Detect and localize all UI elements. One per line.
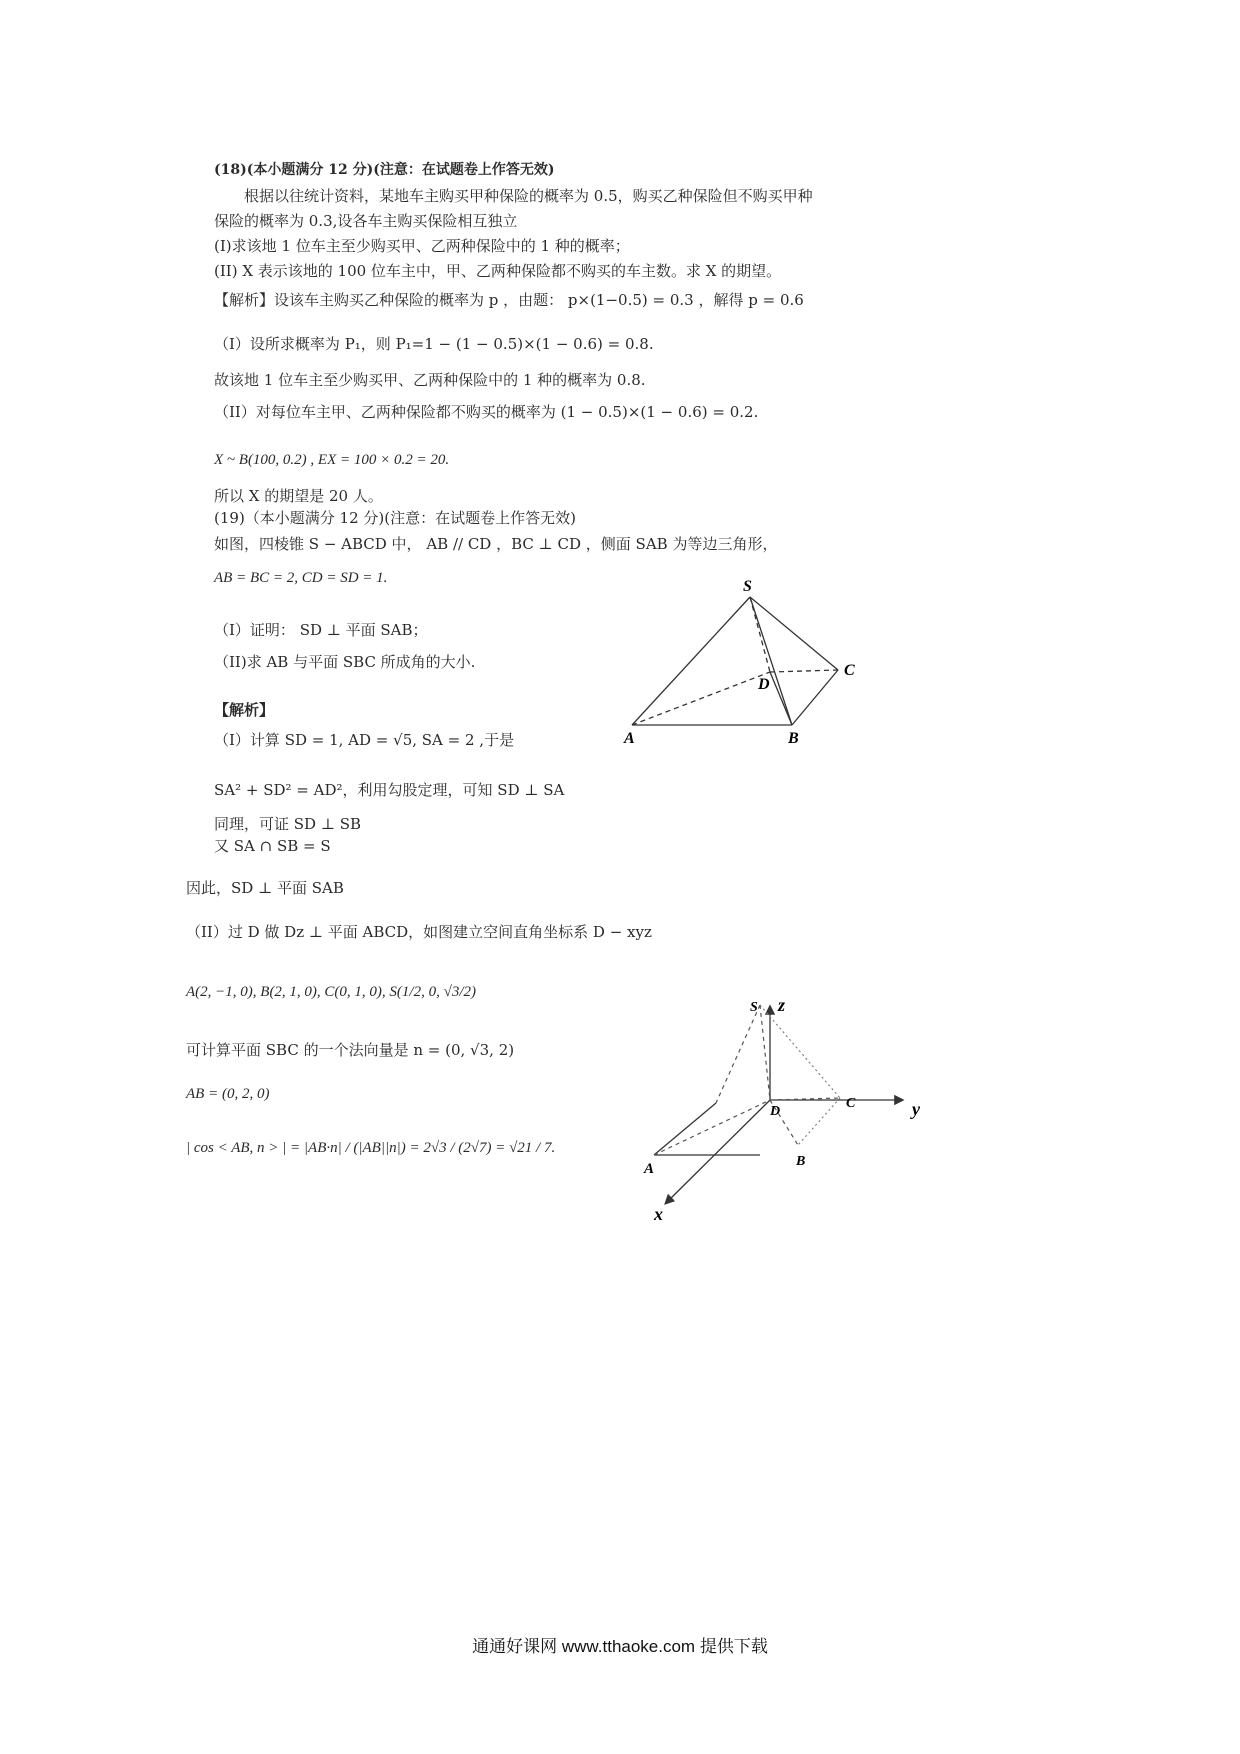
z-axis-label: z [778, 995, 786, 1015]
q18-stem-line2: 保险的概率为 0.3,设各车主购买保险相互独立 [214, 212, 518, 230]
q18-solution-part2: （II）对每位车主甲、乙两种保险都不购买的概率为 (1 − 0.5)×(1 − 0.6) = 0.2. [214, 403, 759, 421]
q19-solution-intersection: 又 SA ∩ SB = S [214, 837, 331, 855]
pyramid-label-b: B [788, 730, 799, 747]
q19-stem-line2: AB = BC = 2, CD = SD = 1. [214, 570, 388, 586]
page-footer: 通通好课网 www.tthaoke.com 提供下载 [472, 1637, 768, 1656]
x-axis-label: x [654, 1204, 663, 1224]
q19-solution-label: 【解析】 [214, 701, 275, 719]
q19-solution-conclusion: 因此，SD ⊥ 平面 SAB [186, 879, 344, 897]
coord-label-a: A [644, 1161, 655, 1177]
q19-solution-part2: （II）过 D 做 Dz ⊥ 平面 ABCD，如图建立空间直角坐标系 D − xyz [186, 923, 652, 941]
q19-normal-vector: 可计算平面 SBC 的一个法向量是 n = (0, √3, 2) [186, 1041, 515, 1059]
pyramid-figure [620, 575, 880, 750]
q18-solution-intro: 【解析】设该车主购买乙种保险的概率为 p ，由题： p×(1−0.5) = 0.3 ，解得 p = 0.6 [214, 291, 804, 309]
q18-header: (18)(本小题满分 12 分)(注意：在试题卷上作答无效) [214, 162, 555, 178]
q19-stem-line1: 如图，四棱锥 S − ABCD 中， AB // CD ，BC ⊥ CD ，侧面 SAB 为等边三角形， [214, 535, 778, 553]
q19-part2: （II)求 AB 与平面 SBC 所成角的大小. [214, 653, 476, 671]
coordinate-figure [620, 985, 930, 1225]
q19-solution-part1: （I）计算 SD = 1, AD = √5, SA = 2 ,于是 [214, 731, 515, 749]
coord-label-d: D [770, 1104, 781, 1119]
q19-solution-similarly: 同理，可证 SD ⊥ SB [214, 815, 362, 833]
q18-solution-part1-conclusion: 故该地 1 位车主至少购买甲、乙两种保险中的 1 种的概率为 0.8. [214, 371, 646, 389]
coord-label-c: C [846, 1096, 856, 1111]
coord-label-b: B [796, 1154, 806, 1169]
pyramid-label-c: C [844, 662, 855, 679]
q18-solution-answer: 所以 X 的期望是 20 人。 [214, 487, 383, 505]
q19-header: (19)（本小题满分 12 分)(注意：在试题卷上作答无效) [214, 509, 576, 527]
q18-part1: (I)求该地 1 位车主至少购买甲、乙两种保险中的 1 种的概率； [214, 237, 630, 255]
q19-part1: （I）证明： SD ⊥ 平面 SAB； [214, 621, 428, 639]
pyramid-label-s: S [743, 578, 752, 595]
q19-cosine-result: | cos < AB, n > | = |AB·n| / (|AB||n|) = 2√3 / (2√7) = √21 / 7. [186, 1140, 556, 1156]
pyramid-label-a: A [624, 730, 635, 747]
q18-stem-line1: 根据以往统计资料，某地车主购买甲种保险的概率为 0.5，购买乙种保险但不购买甲种 [244, 187, 813, 205]
y-axis-label: y [912, 1099, 920, 1119]
coord-label-s: S [750, 1000, 758, 1015]
q18-part2: (II) X 表示该地的 100 位车主中，甲、乙两种保险都不购买的车主数。求 X 的期望。 [214, 262, 782, 280]
q19-solution-pythagoras: SA² + SD² = AD²，利用勾股定理，可知 SD ⊥ SA [214, 781, 565, 799]
pyramid-label-d: D [758, 676, 770, 693]
q19-vector-ab: AB = (0, 2, 0) [186, 1086, 270, 1102]
q18-solution-part1: （I）设所求概率为 P₁，则 P₁=1 − (1 − 0.5)×(1 − 0.6) = 0.8. [214, 335, 654, 353]
q18-solution-distribution: X ~ B(100, 0.2) , EX = 100 × 0.2 = 20. [214, 452, 450, 468]
q19-coordinates: A(2, −1, 0), B(2, 1, 0), C(0, 1, 0), S(1/2, 0, √3/2) [186, 984, 476, 1000]
